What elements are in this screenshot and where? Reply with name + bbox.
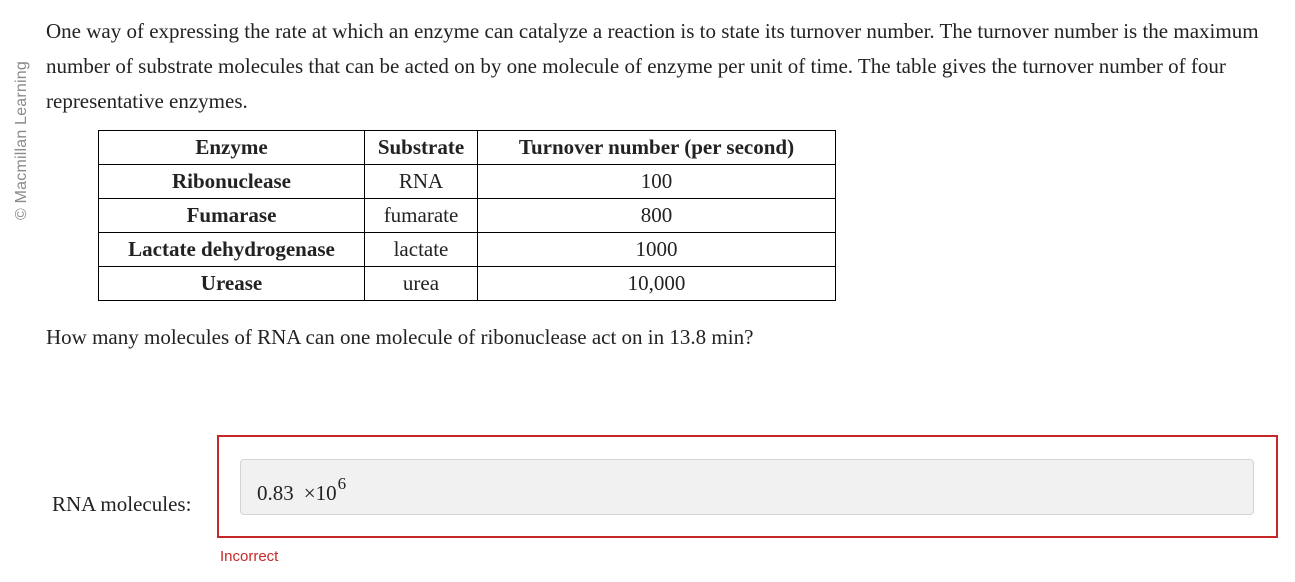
turnover-table — [98, 130, 836, 301]
turnover-cell: 10,000 — [478, 267, 836, 301]
question-text: How many molecules of RNA can one molecule of ribonuclease act on in 13.8 min? — [46, 325, 754, 349]
enzyme-cell: Urease — [99, 267, 365, 301]
table-row — [99, 267, 836, 301]
turnover-cell: 100 — [478, 165, 836, 199]
header-turnover: Turnover number (per second) — [478, 131, 836, 165]
enzyme-cell: Ribonuclease — [99, 165, 365, 199]
answer-multiplier: ×10 — [303, 481, 337, 505]
answer-value — [257, 474, 347, 506]
substrate-cell: lactate — [365, 233, 478, 267]
header-substrate: Substrate — [365, 131, 478, 165]
answer-label: RNA molecules: — [52, 492, 192, 516]
substrate-cell: RNA — [365, 165, 478, 199]
turnover-cell: 1000 — [478, 233, 836, 267]
substrate-cell: fumarate — [365, 199, 478, 233]
table-row — [99, 165, 836, 199]
answer-input[interactable] — [240, 459, 1254, 515]
header-enzyme: Enzyme — [99, 131, 365, 165]
enzyme-cell: Fumarase — [99, 199, 365, 233]
table-header-row — [99, 131, 836, 165]
table-row — [99, 233, 836, 267]
copyright-watermark: © Macmillan Learning — [13, 61, 30, 220]
table-row — [99, 199, 836, 233]
answer-exponent: 6 — [337, 474, 347, 493]
answer-status: Incorrect — [220, 548, 279, 565]
intro-paragraph: One way of expressing the rate at which an enzyme can catalyze a reaction is to state its turnover number. The turnover number is the maximum number of substrate molecules that can be acted on by one molecule of enzyme per unit of time. The table gives the turnover number of four representative enzymes. — [46, 19, 1259, 113]
enzyme-cell: Lactate dehydrogenase — [99, 233, 365, 267]
substrate-cell: urea — [365, 267, 478, 301]
turnover-cell: 800 — [478, 199, 836, 233]
answer-mantissa: 0.83 — [257, 481, 294, 505]
